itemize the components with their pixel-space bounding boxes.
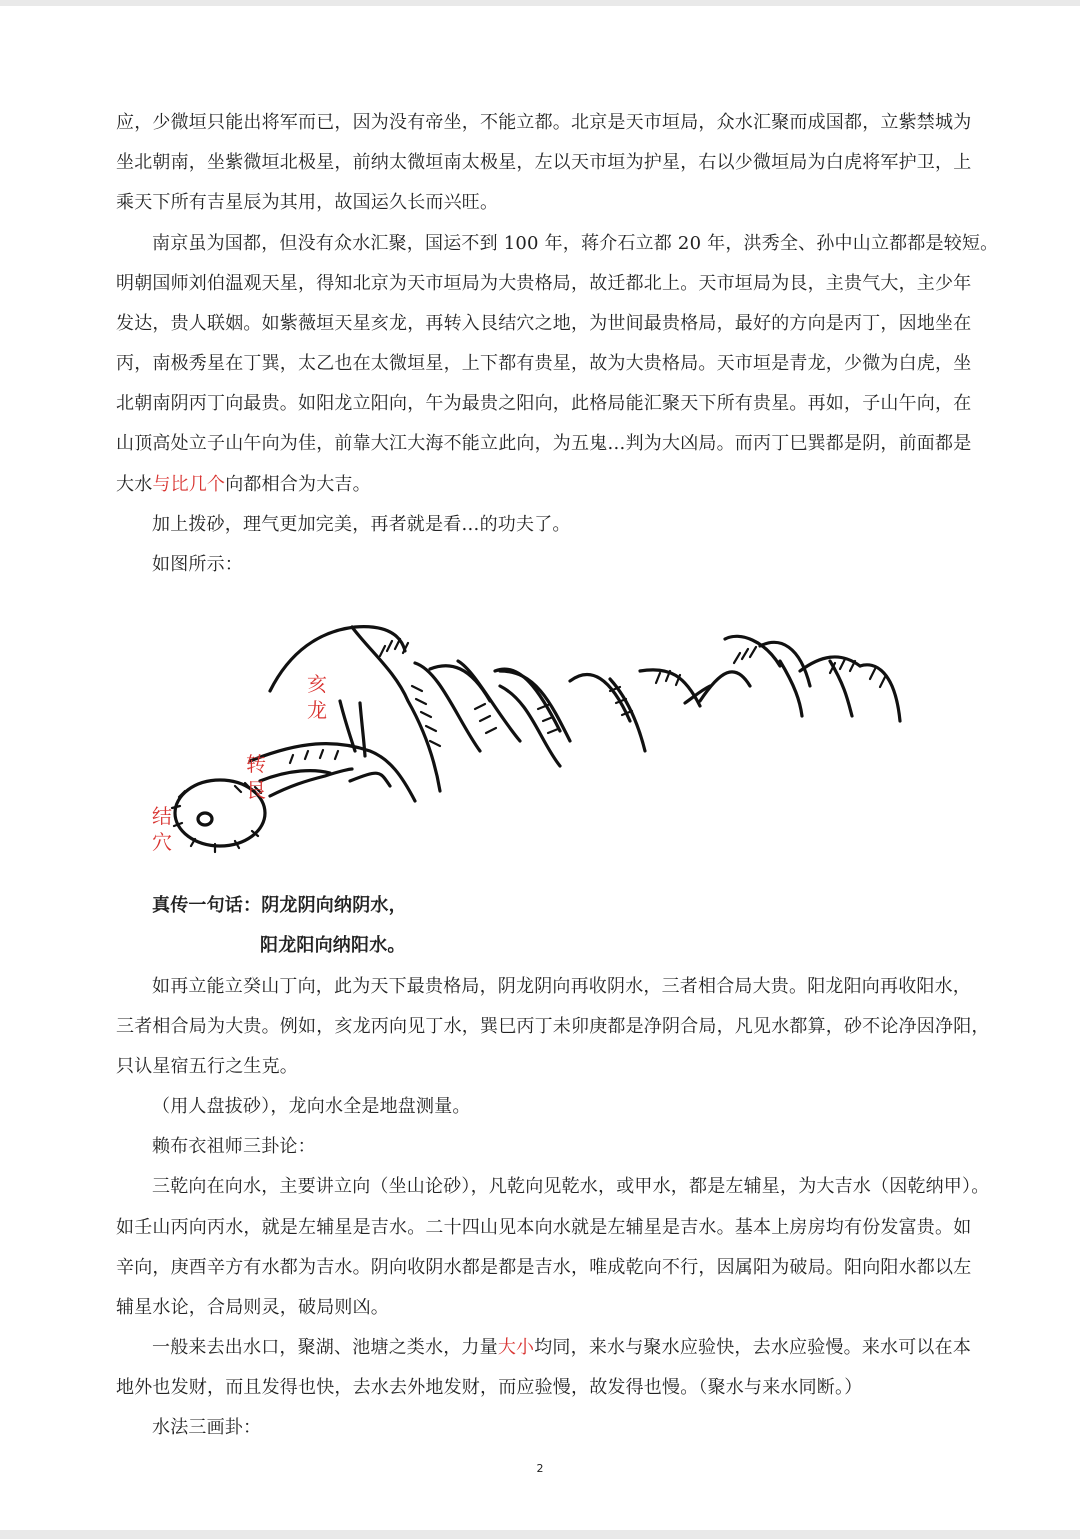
text-line: 水法三画卦： <box>152 1417 262 1438</box>
text-line: 丙，南极秀星在丁巽，太乙也在太微垣星，上下都有贵星，故为大贵格局。天市垣是青龙，少微为白虎，坐 <box>116 353 972 374</box>
text-line: 如再立能立癸山丁向，此为天下最贵格局，阴龙阴向再收阴水，三者相合局大贵。阳龙阳向再收阳水， <box>152 976 971 997</box>
text-line: 山顶高处立子山午向为佳，前靠大江大海不能立此向，为五鬼…判为大凶局。而丙丁巳巽都是阴，前面都是 <box>116 433 972 454</box>
text-line: 坐北朝南，坐紫微垣北极星，前纳太微垣南太极星，左以天市垣为护星，右以少微垣局为白虎将军护卫，上 <box>116 152 972 173</box>
label-jie: 结 <box>152 804 172 828</box>
mountain-dragon-sketch <box>140 591 920 861</box>
text-line: 三者相合局为大贵。例如，亥龙丙向见丁水，巽巳丙丁未卯庚都是净阴合局，凡见水都算，砂不论净因净阳， <box>116 1016 990 1037</box>
highlight-text: 与比几个 <box>152 474 226 495</box>
text-segment: 大水 <box>116 474 153 495</box>
text-segment: 一般来去出水口，聚湖、池塘之类水，力量 <box>152 1337 498 1358</box>
label-hai: 亥 <box>307 672 327 696</box>
text-line: 地外也发财，而且发得也快，去水去外地发财，而应验慢，故发得也慢。（聚水与来水同断。） <box>116 1377 863 1398</box>
text-line: 赖布衣祖师三卦论： <box>152 1136 316 1157</box>
text-line: 辅星水论，合局则灵，破局则凶。 <box>116 1297 389 1318</box>
text-line: 乘天下所有吉星辰为其用，故国运久长而兴旺。 <box>116 192 499 213</box>
figure-intro: 如图所示： <box>152 554 243 575</box>
document-page <box>0 6 1080 1530</box>
label-gen: 艮 <box>246 778 266 802</box>
text-line: 只认星宿五行之生克。 <box>116 1056 298 1077</box>
text-line-highlight <box>116 475 966 495</box>
text-line: 南京虽为国都，但没有众水汇聚，国运不到 100 年，蒋介石立都 20 年，洪秀全、孙中山立都都是较短。 <box>152 233 999 254</box>
text-line-highlight <box>152 1338 1002 1358</box>
text-segment: 均同，来水与聚水应验快，去水应验慢。来水可以在本 <box>534 1337 972 1358</box>
label-zhuan: 转 <box>246 752 266 776</box>
bold-heading: 真传一句话：阴龙阴向纳阴水， <box>152 895 407 916</box>
text-line: 北朝南阴丙丁向最贵。如阳龙立阳向，午为最贵之阳向，此格局能汇聚天下所有贵星。再如，子山午向，在 <box>116 393 972 414</box>
text-line: （用人盘拔砂），龙向水全是地盘测量。 <box>152 1096 471 1117</box>
page-number: 2 <box>536 1462 544 1475</box>
text-segment: 向都相合为大吉。 <box>225 474 371 495</box>
label-xue: 穴 <box>152 830 172 854</box>
text-line: 应，少微垣只能出将军而已，因为没有帝坐，不能立都。北京是天市垣局，众水汇聚而成国都，立紫禁城为 <box>116 112 972 133</box>
text-line: 发达，贵人联姻。如紫薇垣天星亥龙，再转入艮结穴之地，为世间最贵格局，最好的方向是丙丁，因地坐在 <box>116 313 972 334</box>
text-line: 三乾向在向水，主要讲立向（坐山论砂），凡乾向见乾水，或甲水，都是左辅星，为大吉水（因乾纳甲）。 <box>152 1176 990 1197</box>
label-long: 龙 <box>307 698 327 722</box>
text-line: 明朝国师刘伯温观天星，得知北京为天市垣局为大贵格局，故迁都北上。天市垣局为艮，主贵气大，主少年 <box>116 273 972 294</box>
highlight-text: 大小 <box>497 1337 535 1358</box>
bold-heading: 阳龙阳向纳阳水。 <box>260 935 406 956</box>
text-line: 辛向，庚酉辛方有水都为吉水。阴向收阴水都是都是吉水，唯成乾向不行，因属阳为破局。阳向阳水都以左 <box>116 1257 972 1278</box>
text-line: 加上拨砂，理气更加完美，再者就是看…的功夫了。 <box>152 514 571 535</box>
text-line: 如壬山丙向丙水，就是左辅星是吉水。二十四山见本向水就是左辅星是吉水。基本上房房均有份发富贵。如 <box>116 1217 972 1238</box>
